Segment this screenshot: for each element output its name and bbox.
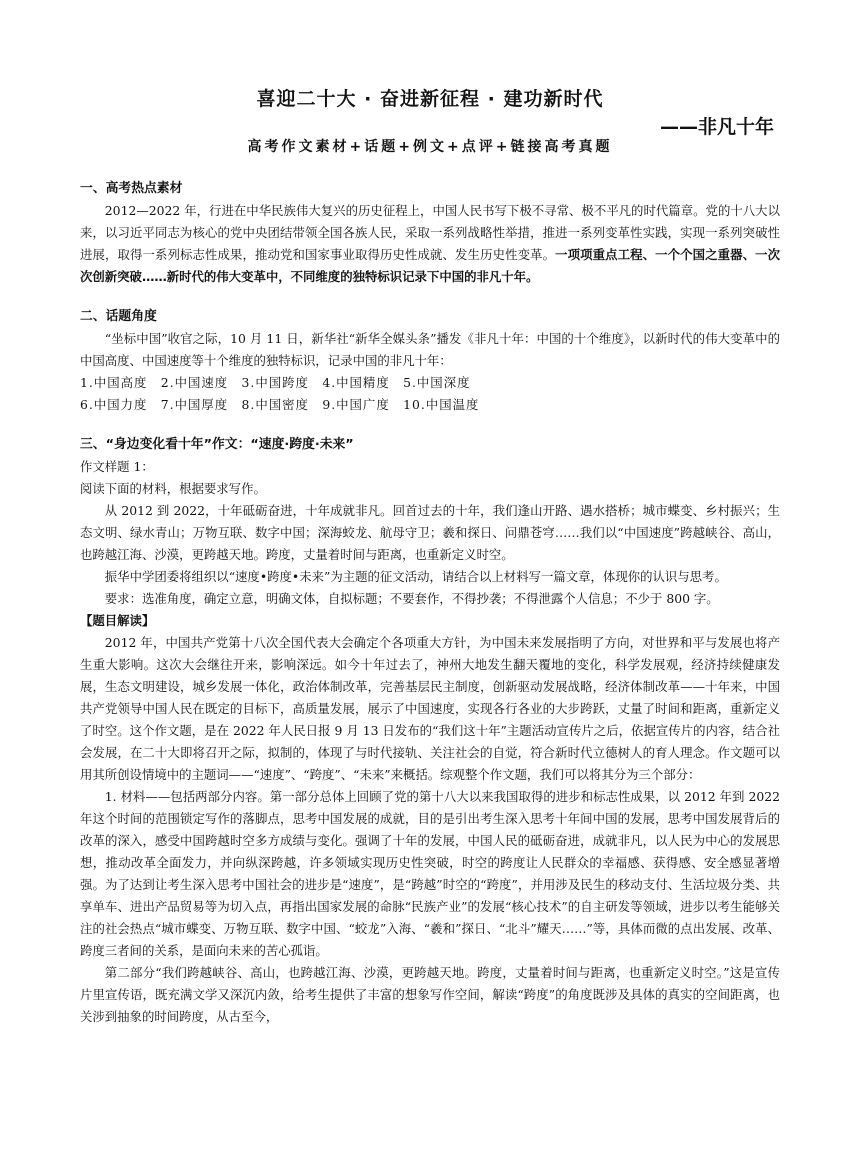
- section1-heading: 一、高考热点素材: [80, 181, 183, 196]
- analysis-tag: 【题目解读】: [80, 613, 155, 628]
- instruction-text: 阅读下面的材料，根据要求写作。: [80, 481, 266, 496]
- section1-paragraph: [80, 200, 780, 288]
- section2-heading: 二、话题角度: [80, 309, 157, 324]
- section2-paragraph: “坐标中国”收官之际，10 月 11 日，新华社“新华全媒头条”播发《非凡十年：中国的十个维度》，以新时代的伟大变革中的中国高度、中国速度等十个维度的独特标识，记录中国的非凡十年：: [80, 331, 780, 368]
- material-paragraph-1: 从 2012 到 2022，十年砥砺奋进，十年成就非凡。回首过去的十年，我们逢山开路、遇水搭桥；城市蝶变、乡村振兴；生态文明、绿水青山；万物互联、数字中国；深海蛟龙、航母守卫；羲和探日、问鼎苍穹……我们以“中国速度”跨越峡谷、高山，也跨越江海、沙漠，更跨越天地。跨度，丈量着时间与距离，也重新定义时空。: [80, 503, 780, 562]
- section3-heading: 三、“身边变化看十年”作文：“速度·跨度·未来”: [80, 437, 354, 452]
- document-subtitle-right: ——非凡十年: [659, 116, 774, 138]
- dimension-list-row-2: 6.中国力度 7.中国厚度 8.中国密度 9.中国广度 10.中国温度: [80, 397, 480, 412]
- analysis-paragraph-2: 1. 材料——包括两部分内容。第一部分总体上回顾了党的第十八大以来我国取得的进步和标志性成果，以 2012 年到 2022 年这个时间的范围锁定写作的落脚点，思考中国发展的成就，目的是引出考生深入思考十年间中国的发展，思考中国发展背后的改革的深入，感受中国跨越时空多方成绩与变化。强调了十年的发展，中国人民的砥砺奋进，成就非凡，以人民为中心的发展思想，推动改革全面发力，并向纵深跨越，许多领域实现历史性突破，时空的跨度让人民群众的幸福感、获得感、安全感显著增强。为了达到让考生深入思考中国社会的进步是“速度”，是“跨越”时空的“跨度”，并用涉及民生的移动支付、生活垃圾分类、共享单车、进出产品贸易等为切入点，再指出国家发展的命脉“民族产业”的发展“核心技术”的自主研发等领域，进步以考生能够关注的社会热点“城市蝶变、万物互联、数字中国、“蛟龙”入海、“羲和”探日、“北斗”耀天……”等，具体而微的点出发展、改革、跨度三者间的关系，是面向未来的苦心孤诣。: [80, 789, 780, 958]
- sample-label: 作文样题 1：: [80, 459, 154, 474]
- section1-text: 2012—2022 年，行进在中华民族伟大复兴的历史征程上，中国人民书写下极不寻常、极不平凡的时代篇章。党的十八大以来，以习近平同志为核心的党中央团结带领全国各族人民，采取一系列战略性举措，推进一系列变革性实践，实现一系列突破性进展，取得一系列标志性成果，推动党和国家事业取得历史性成就、发生历史性变革。: [80, 203, 780, 262]
- document-body: [80, 178, 780, 1028]
- material-paragraph-2: 振华中学团委将组织以“速度•跨度•未来”为主题的征文活动，请结合以上材料写一篇文章，体现你的认识与思考。: [104, 569, 727, 584]
- analysis-paragraph-1: 2012 年，中国共产党第十八次全国代表大会确定个各项重大方针，为中国未来发展指明了方向，对世界和平与发展也将产生重大影响。这次大会继往开来，影响深远。如今十年过去了，神州大地发生翻天覆地的变化，科学发展观，经济持续健康发展，生态文明建设，城乡发展一体化，政治体制改革，完善基层民主制度，创新驱动发展战略，经济体制改革——十年来，中国共产党领导中国人民在既定的目标下，高质量发展，展示了中国速度，实现各行各业的大步跨跃，丈量了时间和距离，重新定义了时空。这个作文题，是在 2022 年人民日报 9 月 13 日发布的“我们这十年”主题活动宣传片之后，依据宣传片的内容，结合社会发展，在二十大即将召开之际，拟制的，体现了与时代接轨、关注社会的自觉，符合新时代立德树人的育人理念。作文题可以用其所创设情境中的主题词——“速度”、“跨度”、“未来”来概括。综观整个作文题，我们可以将其分为三个部分：: [80, 635, 780, 782]
- requirement-paragraph: 要求：选准角度，确定立意，明确文体，自拟标题；不要套作，不得抄袭；不得泄露个人信息；不少于 800 字。: [104, 591, 719, 606]
- section1-bold-text: 一项项重点工程、一个个国之重器、一次次创新突破……新时代的伟大变革中，不同维度的独特标识记录下中国的非凡十年。: [80, 247, 781, 284]
- dimension-list-row-1: 1.中国高度 2.中国速度 3.中国跨度 4.中国精度 5.中国深度: [80, 375, 471, 390]
- document-subtitle: 高考作文素材+话题+例文+点评+链接高考真题: [247, 139, 613, 155]
- document-title: 喜迎二十大 · 奋进新征程 · 建功新时代: [256, 88, 604, 110]
- analysis-paragraph-3: 第二部分“我们跨越峡谷、高山，也跨越江海、沙漠，更跨越天地。跨度，丈量着时间与距离，也重新定义时空。”这是宣传片里宣传语，既充满文学又深沉内敛，给考生提供了丰富的想象写作空间，解读“跨度”的角度既涉及具体的真实的空间距离，也关涉到抽象的时间跨度，从古至今，: [80, 965, 780, 1024]
